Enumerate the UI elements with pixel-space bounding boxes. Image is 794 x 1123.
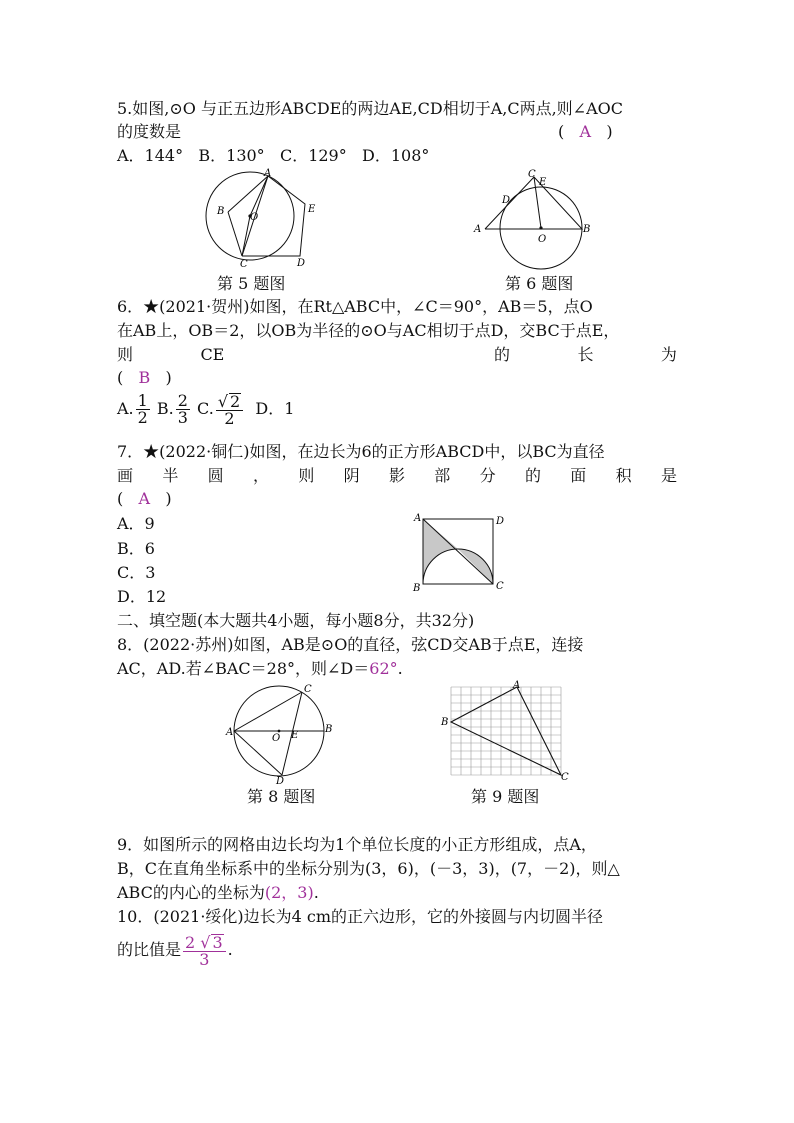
fig9-label-a: A <box>513 680 521 691</box>
q8-answer: 62° <box>369 659 398 678</box>
fig9-triangle <box>451 687 561 775</box>
figure-6 <box>470 168 600 248</box>
q7-line2: 画 半 圆 ， 则 阴 影 部 分 的 面 积 是 <box>117 466 677 485</box>
q9-line1: 9．如图所示的网格由边长均为1个单位长度的小正方形组成，点A， <box>117 835 597 854</box>
fig7-label-d: D <box>496 516 505 527</box>
q9-answer: (2，3) <box>264 883 314 902</box>
fig8-label-a: A <box>226 727 234 738</box>
q8-line1: 8．(2022·苏州)如图，AB是⊙O的直径，弦CD交AB于点E，连接 <box>117 635 584 654</box>
figure-5 <box>200 168 330 268</box>
figure-7 <box>412 512 512 594</box>
q5-options: A．144° B．130° C．129° D．108° <box>117 146 430 165</box>
fig8-label-o: O <box>272 733 281 744</box>
fig5-label-a: A <box>264 168 272 179</box>
q6-line2: 在AB上，OB＝2，以OB为半径的⊙O与AC相切于点D，交BC于点E， <box>117 321 620 340</box>
fig6-caption: 第 6 题图 <box>505 274 574 293</box>
fig6-label-b: B <box>583 224 591 235</box>
fig5-label-d: D <box>297 258 306 269</box>
q6-options: A. $\frac{1}{2}$ B. $\frac{2}{3}$ C. $\frac{√ 2}{2}$ D．1 <box>117 391 295 428</box>
q5-answer-bracket: ( A ) <box>558 122 613 141</box>
fig5-label-e: E <box>308 204 316 215</box>
q7-option-c: C．3 <box>117 563 156 582</box>
q10-answer: $\frac{2 √ 3}{3}$ <box>183 934 226 968</box>
fig9-grid <box>451 687 561 775</box>
fig5-label-b: B <box>217 206 225 217</box>
q7-answer: A <box>138 489 151 508</box>
q5-line1: 5.如图,⊙O 与正五边形ABCDE的两边AE,CD相切于A,C两点,则∠AOC <box>117 99 624 118</box>
fig5-label-o: O <box>250 212 259 223</box>
fig7-label-c: C <box>496 581 504 592</box>
q7-line1: 7．★(2022·铜仁)如图，在边长为6的正方形ABCD中，以BC为直径 <box>117 442 605 461</box>
fig7-label-a: A <box>414 513 422 524</box>
q6-answer: B <box>138 368 151 387</box>
q7-option-b: B．6 <box>117 539 155 558</box>
q10-line2: 的比值是 $\frac{2 √ 3}{3}$ . <box>117 932 233 969</box>
figure-9 <box>440 680 575 783</box>
fig6-label-e: E <box>539 177 547 188</box>
fig8-label-b: B <box>325 724 333 735</box>
fig6-label-a: A <box>474 224 482 235</box>
q5-line2: 的度数是 <box>117 122 182 141</box>
fig8-label-e: E <box>291 730 299 741</box>
fig7-label-b: B <box>413 583 421 594</box>
q5-answer: A <box>579 122 592 141</box>
q6-line1: 6．★(2021·贺州)如图，在Rt△ABC中，∠C＝90°，AB＝5，点O <box>117 297 593 316</box>
fig9-label-b: B <box>441 717 449 728</box>
fig8-caption: 第 8 题图 <box>247 787 316 806</box>
fig5-label-c: C <box>240 259 248 270</box>
fig7-shaded-region <box>423 519 458 584</box>
section-2-heading: 二、填空题(本大题共4小题，每小题8分，共32分) <box>117 611 475 630</box>
fig9-caption: 第 9 题图 <box>471 787 540 806</box>
q6-answer-bracket: ( B ) <box>117 368 172 387</box>
fig9-label-c: C <box>561 772 569 783</box>
q8-line2: AC，AD.若∠BAC＝28°，则∠D＝62°. <box>117 659 403 678</box>
q7-option-a: A．9 <box>117 514 155 533</box>
fig8-label-c: C <box>304 684 312 695</box>
fig6-label-d: D <box>502 195 511 206</box>
q7-answer-bracket: ( A ) <box>117 489 172 508</box>
fig6-label-c: C <box>528 169 536 180</box>
fig8-label-d: D <box>276 776 285 787</box>
q6-line3: 则 CE 的 长 为 <box>117 345 677 364</box>
figure-8 <box>226 680 336 785</box>
q7-option-d: D．12 <box>117 587 167 606</box>
fig6-label-o: O <box>538 234 547 245</box>
fig5-caption: 第 5 题图 <box>217 274 286 293</box>
q10-line1: 10．(2021·绥化)边长为4 cm的正六边形，它的外接圆与内切圆半径 <box>117 907 604 926</box>
q9-line2: B，C在直角坐标系中的坐标分别为(3，6)，(－3，3)，(7，－2)，则△ <box>117 859 620 878</box>
q9-line3: ABC的内心的坐标为(2，3). <box>117 883 319 902</box>
